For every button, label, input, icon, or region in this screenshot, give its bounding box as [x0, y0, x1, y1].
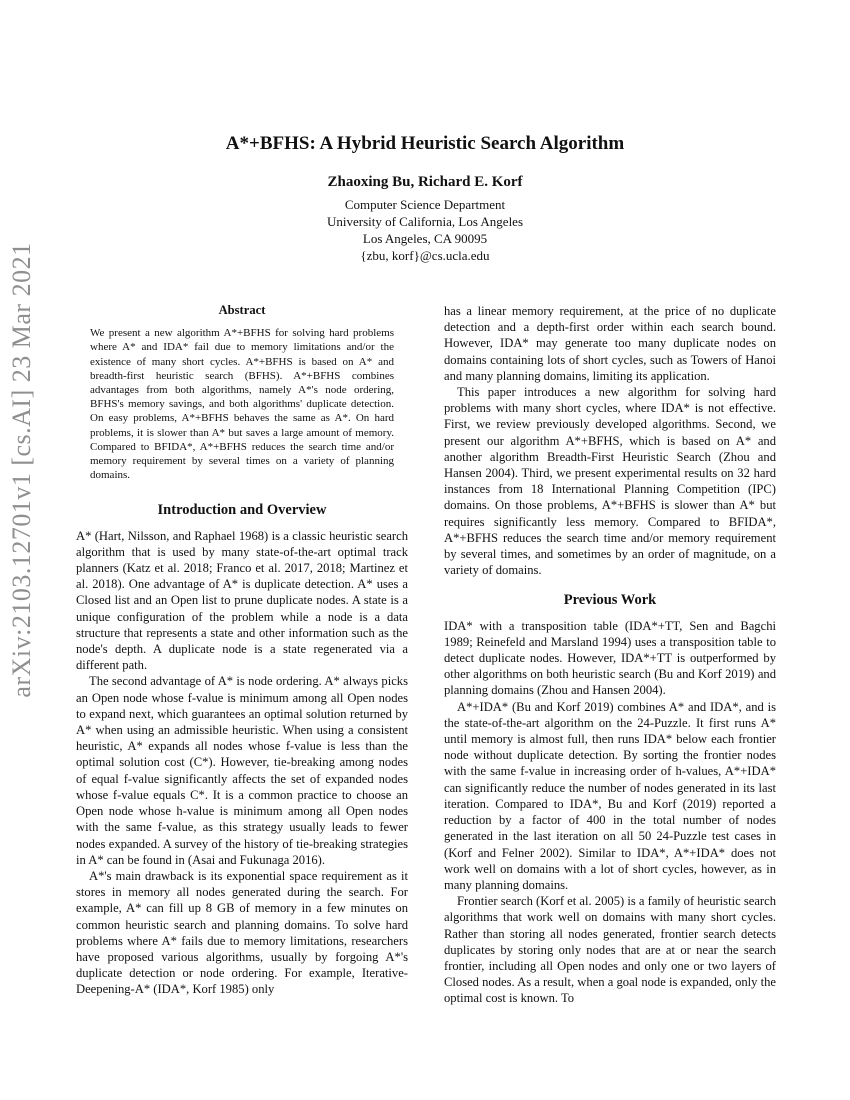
abstract-heading: Abstract — [218, 303, 266, 317]
right-column — [444, 303, 776, 1007]
intro-overview-paragraph: This paper introduces a new algorithm for solving hard problems with many short cycles, where IDA* is not effective. First, we review previously developed algorithms. Second, we present our algorithm A*+BFHS, which is based on A* and another algorithm Breadth-First Heuristic Search (Zhou and Hansen 2004). Third, we present experimental results on 32 hard instances from 18 International Planning Competition (IPC) domains. On those problems, A*+BFHS is slower than A* but requires significantly less memory. Compared to BFIDA*, A*+BFHS reduces the search time and/or memory requirement by several times, and sometimes by an order of magnitude, on a variety of domains. — [444, 385, 776, 578]
affiliation-dept: Computer Science Department — [344, 197, 506, 212]
left-column — [76, 302, 408, 998]
paper-title: A*+BFHS: A Hybrid Heuristic Search Algorithm — [225, 133, 625, 154]
previous-paragraph-3: Frontier search (Korf et al. 2005) is a family of heuristic search algorithms that work well on domains with many short cycles. Rather than storing all nodes generated, frontier search detects duplicates by storing only nodes that are at or near the search frontier, including all Open nodes and only one or two layers of Closed nodes. As a result, when a goal node is expanded, only the optimal cost is known. To — [444, 894, 776, 1006]
intro-paragraph-3: A*'s main drawback is its exponential space requirement as it stores in memory all nodes generated during the search. For example, A* can fill up 8 GB of memory in a few minutes on common heuristic search and planning domains. To solve hard problems where A* fails due to memory limitations, researchers have proposed various algorithms, usually by forgoing A*'s duplicate detection or node ordering. For example, Iterative-Deepening-A* (IDA*, Korf 1985) only — [76, 868, 408, 997]
section-heading-intro: Introduction and Overview — [157, 502, 327, 519]
intro-continued-paragraph: has a linear memory requirement, at the price of no duplicate detection and a depth-first order within each search bound. However, IDA* may generate too many duplicate nodes on domains containing lots of short cycles, such as Towers of Hanoi and many planning domains, limiting its application. — [444, 304, 776, 383]
affiliation-city: Los Angeles, CA 90095 — [362, 231, 488, 246]
abstract-text: We present a new algorithm A*+BFHS for solving hard problems where A* and IDA* fail due to memory limitations and/or the existence of many short cycles. A*+BFHS is based on A* and breadth-first heuristic search (BFHS). A*+BFHS combines advantages from both algorithms, namely A*'s node ordering, BFHS's memory savings, and both algorithms' duplicate detection. On easy problems, A*+BFHS behaves the same as A*. On hard problems, it is slower than A* but saves a large amount of memory. Compared to BFIDA*, A*+BFHS reduces the search time and/or memory requirement by several times on a variety of planning domains. — [90, 327, 394, 482]
intro-paragraph-1: A* (Hart, Nilsson, and Raphael 1968) is a classic heuristic search algorithm that is used by many state-of-the-art optimal track planners (Katz et al. 2018; Franco et al. 2017, 2018; Martinez et al. 2018). One advantage of A* is duplicate detection. A* uses a Closed list and an Open list to prune duplicate nodes. A state is a unique configuration of the problem while a node is a data structure that represents a state and other information such as the node's depth. A duplicate node is a state regenerated via a different path. — [76, 528, 408, 673]
affiliation-block — [0, 196, 850, 264]
arxiv-stamp — [0, 0, 42, 1100]
affiliation-email: {zbu, korf}@cs.ucla.edu — [360, 248, 490, 263]
paper-authors: Zhaoxing Bu, Richard E. Korf — [327, 174, 523, 190]
abstract — [76, 302, 408, 482]
section-heading-previous-work: Previous Work — [563, 592, 657, 609]
affiliation-university: University of California, Los Angeles — [326, 214, 524, 229]
previous-paragraph-2: A*+IDA* (Bu and Korf 2019) combines A* and IDA*, and is the state-of-the-art algorithm on the 24-Puzzle. It first runs A* until memory is almost full, then runs IDA* below each frontier node without duplicate detection. By sorting the frontier nodes with the same f-value in increasing order of h-values, A*+IDA* can significantly reduce the number of nodes generated in its last iteration. Compared to IDA*, Bu and Korf (2019) reported a reduction by a factor of 400 in the total number of nodes generated in the last iteration on all 50 24-Puzzle test cases in (Korf and Felner 2002). Similar to IDA*, A*+IDA* does not work well on domains with a lot of short cycles, however, as in many planning domains. — [444, 699, 776, 892]
intro-paragraph-2: The second advantage of A* is node ordering. A* always picks an Open node whose f-value is minimum among all Open nodes to expand next, which guarantees an optimal solution returned by A* when using an admissible heuristic. When using a consistent heuristic, A* expands all nodes whose f-value is less than the optimal solution cost (C*). However, tie-breaking among nodes of equal f-value significantly affects the set of expanded nodes whose f-value equals C*. It is a common practice to choose an Open node whose h-value is minimum among all Open nodes with the same f-value, as this strategy usually leads to fewer nodes expanded. A survey of the history of tie-breaking strategies in A* can be found in (Asai and Fukunaga 2016). — [76, 674, 408, 867]
arxiv-id-text: arXiv:2103.12701v1 [cs.AI] 23 Mar 2021 — [7, 242, 36, 698]
previous-paragraph-1: IDA* with a transposition table (IDA*+TT, Sen and Bagchi 1989; Reinefeld and Marsland 1994) uses a transposition table to detect duplicate nodes. However, IDA*+TT is outperformed by other algorithms on both heuristic search (Bu and Korf 2019) and planning domains (Zhou and Hansen 2004). — [444, 618, 776, 698]
